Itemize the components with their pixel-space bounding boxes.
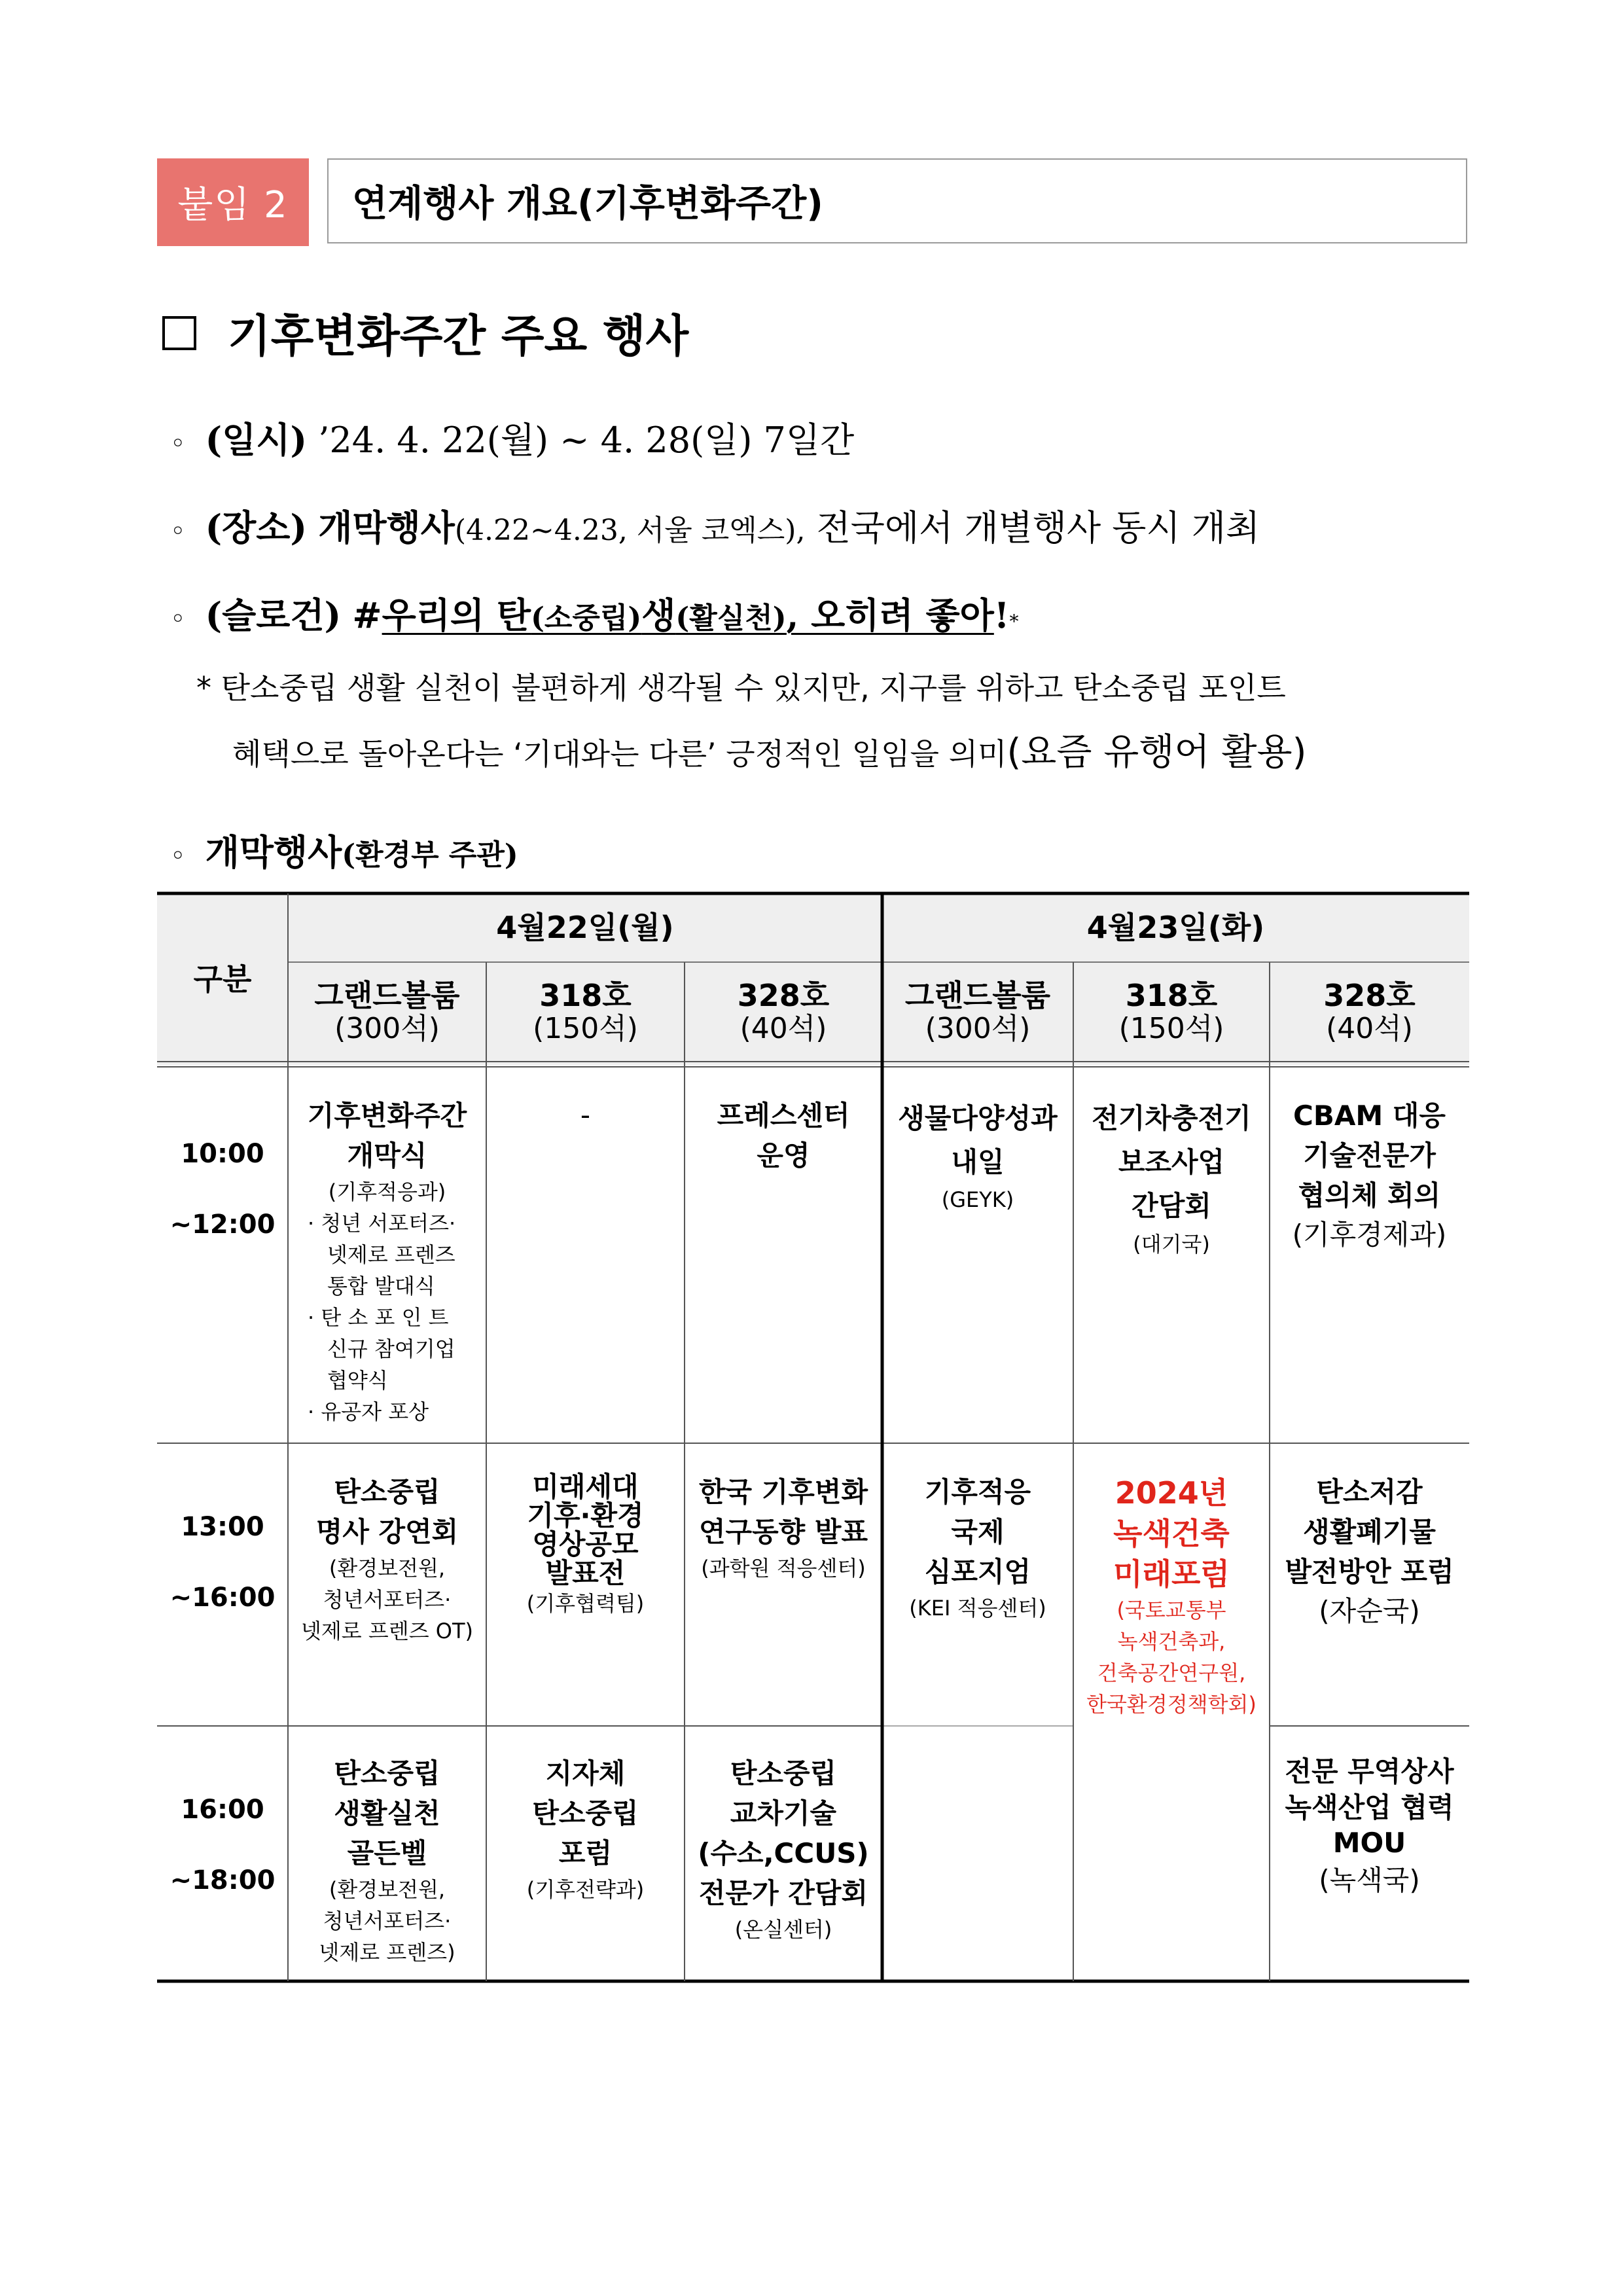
event-title: 협의체 회의 bbox=[1298, 1179, 1441, 1211]
room-seats: (300석) bbox=[334, 1012, 440, 1046]
day-header-2: 4월23일(화) bbox=[1086, 910, 1265, 946]
event-organizer: (기후전략과) bbox=[526, 1876, 645, 1902]
event-title: 녹색산업 협력 bbox=[1285, 1791, 1454, 1823]
event-title: 녹색건축 bbox=[1113, 1516, 1230, 1552]
event-detail: · 유공자 포상 bbox=[308, 1399, 429, 1424]
event-organizer: (녹색국) bbox=[1319, 1863, 1420, 1896]
bullet-dot-icon: ◦ bbox=[170, 429, 186, 459]
event-cell bbox=[882, 1473, 1073, 1624]
room-seats: (150석) bbox=[533, 1012, 638, 1046]
slogan-part: (활실천) bbox=[675, 601, 787, 635]
time-end: ~16:00 bbox=[169, 1583, 276, 1613]
room-header bbox=[882, 962, 1073, 1062]
event-title: 탄소중립 bbox=[334, 1757, 440, 1789]
room-name: 318호 bbox=[1125, 978, 1218, 1014]
slogan-part: (소중립) bbox=[531, 601, 642, 635]
event-cell bbox=[486, 1473, 685, 1619]
event-title: 전문가 간담회 bbox=[698, 1876, 868, 1909]
attachment-tag: 붙임 2 bbox=[157, 158, 309, 246]
event-title: 포럼 bbox=[558, 1837, 613, 1869]
event-organizer: 한국환경정책학회) bbox=[1086, 1692, 1257, 1717]
event-title: 교차기술 bbox=[730, 1797, 837, 1829]
event-organizer: 청년서포터즈· bbox=[323, 1908, 452, 1933]
event-title: 연구동향 발표 bbox=[698, 1515, 868, 1548]
event-organizer: 녹색건축과, bbox=[1117, 1629, 1226, 1655]
event-title: 발표전 bbox=[545, 1557, 626, 1590]
event-title: 생활실천 bbox=[334, 1797, 440, 1829]
day-header-1: 4월22일(월) bbox=[496, 910, 674, 946]
room-name: 328호 bbox=[1323, 978, 1416, 1014]
event-detail: · 탄 소 포 인 트 bbox=[308, 1304, 449, 1330]
bullet-dot-icon: ◦ bbox=[170, 604, 186, 634]
place-label: (장소) bbox=[205, 507, 308, 548]
event-cell bbox=[882, 1096, 1073, 1215]
event-organizer: (국토교통부 bbox=[1116, 1598, 1226, 1623]
place-rest: 전국에서 개별행사 동시 개최 bbox=[816, 507, 1260, 548]
event-cell bbox=[288, 1754, 486, 1968]
place-bold: 개막행사 bbox=[318, 507, 455, 548]
event-organizer: (GEYK) bbox=[941, 1187, 1014, 1213]
slogan-part: 생 bbox=[641, 594, 676, 636]
event-cell bbox=[288, 1096, 486, 1427]
event-title: 2024년 bbox=[1115, 1475, 1228, 1511]
event-title: 탄소중립 bbox=[334, 1476, 440, 1508]
event-title: 생물다양성과 bbox=[898, 1102, 1058, 1134]
slogan-label: (슬로건) bbox=[205, 594, 342, 636]
time-start: 16:00 bbox=[181, 1795, 264, 1825]
event-title: (수소,CCUS) bbox=[698, 1837, 869, 1869]
event-empty: - bbox=[580, 1099, 591, 1131]
event-title: MOU bbox=[1332, 1827, 1406, 1859]
event-title: 기후변화주간 bbox=[307, 1100, 467, 1132]
opening-label: 개막행사 bbox=[205, 831, 342, 873]
event-title: 탄소저감 bbox=[1316, 1476, 1423, 1508]
event-title: 국제 bbox=[951, 1515, 1005, 1548]
bullet-dot-icon: ◦ bbox=[170, 841, 186, 871]
time-end: ~18:00 bbox=[169, 1865, 276, 1895]
room-name: 그랜드볼룸 bbox=[314, 978, 460, 1014]
room-header bbox=[486, 962, 685, 1062]
document-title: 연계행사 개요(기후변화주간) bbox=[327, 158, 1467, 243]
event-title: 한국 기후변화 bbox=[698, 1476, 868, 1508]
event-title: 기후·환경 bbox=[527, 1499, 644, 1532]
event-detail: 협약식 bbox=[327, 1367, 388, 1393]
event-organizer: (온실센터) bbox=[734, 1916, 832, 1942]
event-title: 기후적응 bbox=[924, 1476, 1031, 1508]
event-title: 명사 강연회 bbox=[315, 1515, 459, 1548]
event-cell bbox=[288, 1473, 486, 1647]
event-cell bbox=[1270, 1754, 1469, 1900]
event-organizer: 넷제로 프렌즈 OT) bbox=[300, 1618, 474, 1643]
room-name: 328호 bbox=[737, 978, 830, 1014]
event-title: 골든벨 bbox=[347, 1837, 427, 1869]
event-title: 개막식 bbox=[347, 1139, 427, 1172]
room-header bbox=[1073, 962, 1270, 1062]
slogan-hash: # bbox=[352, 594, 382, 636]
slogan-part: , 오히려 좋아 bbox=[786, 594, 994, 636]
event-cell bbox=[1270, 1473, 1469, 1630]
room-name: 318호 bbox=[539, 978, 632, 1014]
footnote-line-1: * 탄소중립 생활 실천이 불편하게 생각될 수 있지만, 지구를 위하고 탄소중립 포인트 bbox=[196, 670, 1286, 706]
event-title: 심포지엄 bbox=[924, 1555, 1031, 1588]
event-title: 영상공모 bbox=[532, 1528, 639, 1561]
time-start: 10:00 bbox=[181, 1139, 264, 1169]
event-organizer: (과학원 적응센터) bbox=[701, 1555, 866, 1581]
event-cell bbox=[1073, 1096, 1270, 1260]
event-title: 미래세대 bbox=[532, 1471, 639, 1503]
date-label: (일시) bbox=[205, 419, 308, 461]
event-title: CBAM 대응 bbox=[1293, 1100, 1446, 1132]
place-detail: (4.22~4.23, 서울 코엑스), bbox=[454, 514, 806, 547]
event-organizer: 청년서포터즈· bbox=[323, 1587, 452, 1612]
event-title: 지자체 bbox=[545, 1757, 626, 1789]
date-value: ’24. 4. 22(월) ~ 4. 28(일) 7일간 bbox=[318, 420, 855, 461]
slogan-exclaim: ! bbox=[993, 594, 1010, 636]
event-detail: 넷제로 프렌즈 bbox=[327, 1242, 455, 1267]
opening-detail: (환경부 주관) bbox=[342, 838, 518, 872]
bullet-dot-icon: ◦ bbox=[170, 516, 186, 547]
event-organizer: (기후협력팀) bbox=[526, 1591, 645, 1617]
section-title: 기후변화주간 주요 행사 bbox=[228, 311, 689, 363]
room-header bbox=[685, 962, 882, 1062]
event-title: 발전방안 포럼 bbox=[1285, 1555, 1454, 1588]
room-seats: (300석) bbox=[925, 1012, 1031, 1046]
event-title: 전기차충전기 bbox=[1092, 1102, 1251, 1134]
room-name: 그랜드볼룸 bbox=[904, 978, 1051, 1014]
time-end: ~12:00 bbox=[169, 1210, 276, 1240]
table-corner: 구분 bbox=[193, 961, 252, 997]
event-title: 탄소중립 bbox=[532, 1797, 639, 1829]
event-organizer: (환경보전원, bbox=[329, 1555, 446, 1581]
event-cell bbox=[486, 1096, 685, 1135]
event-organizer: (기후적응과) bbox=[328, 1179, 446, 1204]
event-title: 운영 bbox=[757, 1139, 810, 1172]
event-title: 전문 무역상사 bbox=[1285, 1755, 1454, 1787]
footnote-star: * bbox=[1009, 611, 1019, 632]
footnote-text: 혜택으로 돌아온다는 ‘기대와는 다른’ 긍정적인 일임을 의미 bbox=[232, 736, 1007, 772]
event-cell bbox=[486, 1754, 685, 1905]
event-title: 미래포럼 bbox=[1113, 1556, 1230, 1592]
room-seats: (150석) bbox=[1118, 1012, 1224, 1046]
event-organizer: (대기국) bbox=[1133, 1231, 1210, 1257]
time-start: 13:00 bbox=[181, 1512, 264, 1542]
room-seats: (40석) bbox=[740, 1012, 827, 1046]
event-organizer: (기후경제과) bbox=[1292, 1218, 1447, 1251]
event-organizer: (KEI 적응센터) bbox=[909, 1595, 1046, 1621]
event-title: 간담회 bbox=[1132, 1190, 1211, 1223]
room-seats: (40석) bbox=[1326, 1012, 1413, 1046]
event-cell bbox=[685, 1473, 882, 1584]
event-organizer: (자순국) bbox=[1319, 1594, 1420, 1627]
event-organizer: (환경보전원, bbox=[329, 1876, 446, 1902]
event-title: 기술전문가 bbox=[1303, 1139, 1436, 1172]
event-cell bbox=[685, 1096, 882, 1176]
event-detail: 신규 참여기업 bbox=[327, 1336, 455, 1361]
event-organizer: 건축공간연구원, bbox=[1097, 1660, 1246, 1686]
event-cell bbox=[685, 1754, 882, 1945]
event-title: 탄소중립 bbox=[730, 1757, 837, 1789]
event-title: 내일 bbox=[951, 1146, 1005, 1179]
event-cell bbox=[1270, 1096, 1469, 1254]
event-detail: 통합 발대식 bbox=[327, 1273, 435, 1299]
slogan-part: 우리의 탄 bbox=[382, 594, 531, 636]
footnote-emphasis: (요즘 유행어 활용) bbox=[1007, 731, 1307, 774]
event-organizer: 넷제로 프렌즈) bbox=[319, 1939, 455, 1965]
room-header bbox=[288, 962, 486, 1062]
event-cell-highlight bbox=[1073, 1473, 1270, 1720]
event-title: 생활폐기물 bbox=[1303, 1515, 1436, 1548]
event-detail: · 청년 서포터즈· bbox=[308, 1210, 456, 1236]
event-title: 보조사업 bbox=[1118, 1146, 1225, 1179]
event-title: 프레스센터 bbox=[717, 1100, 850, 1132]
room-header bbox=[1270, 962, 1469, 1062]
